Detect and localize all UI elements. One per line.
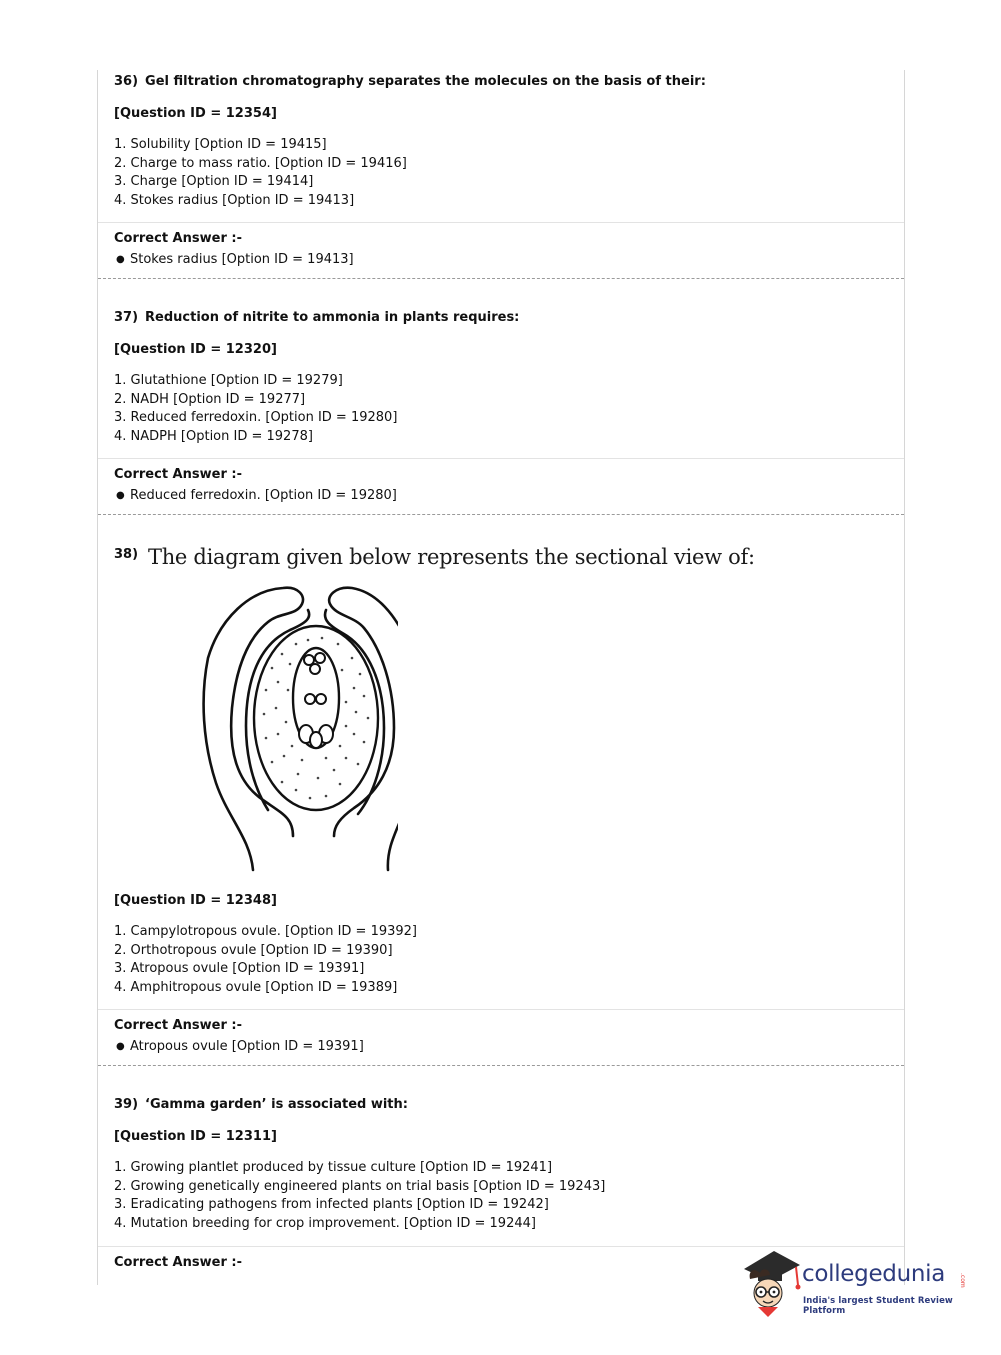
question-37-options [114,372,397,446]
option: 1. Solubility [Option ID = 19415] [114,137,327,152]
logo-suffix: .com [959,1273,966,1288]
correct-answer: ● Stokes radius [Option ID = 19413] [116,252,354,267]
correct-answer-label: Correct Answer :- [114,467,242,482]
option: 4. Mutation breeding for crop improvement. [Option ID = 19244] [114,1215,536,1231]
bullet-icon: ● [116,254,125,265]
logo-name: collegedunia [802,1261,946,1287]
option: 3. Atropous ovule [Option ID = 19391] [114,961,365,977]
question-separator [98,1065,904,1066]
option: 4. NADPH [Option ID = 19278] [114,428,313,444]
correct-answer-label: Correct Answer :- [114,231,242,246]
question-separator [98,278,904,279]
collegedunia-logo[interactable] [740,1245,980,1320]
question-36-options [114,136,407,210]
question-37-id: [Question ID = 12320] [114,342,277,357]
correct-answer: ● Reduced ferredoxin. [Option ID = 19280] [116,488,397,503]
mascot-icon [740,1245,802,1320]
option: 1. Glutathione [Option ID = 19279] [114,373,343,388]
ovule-diagram-image [198,578,398,878]
option: 1. Growing plantlet produced by tissue culture [Option ID = 19241] [114,1160,553,1175]
bullet-icon: ● [116,1041,125,1052]
option: 4. Stokes radius [Option ID = 19413] [114,192,355,208]
bullet-icon: ● [116,490,125,501]
question-36-text: 36) Gel filtration chromatography separates the molecules on the basis of their: [114,74,706,89]
question-38-text: The diagram given below represents the sectional view of: [148,545,755,569]
question-39-options [114,1159,605,1233]
divider [98,1009,904,1010]
question-separator [98,514,904,515]
correct-answer-label: Correct Answer :- [114,1255,242,1270]
option: 2. Charge to mass ratio. [Option ID = 19416] [114,155,407,171]
question-38-id: [Question ID = 12348] [114,893,277,908]
option: 2. NADH [Option ID = 19277] [114,391,306,407]
question-38-options [114,923,417,997]
correct-answer-label: Correct Answer :- [114,1018,242,1033]
correct-answer: ● Atropous ovule [Option ID = 19391] [116,1039,364,1054]
option: 1. Campylotropous ovule. [Option ID = 19392] [114,924,417,939]
question-39-id: [Question ID = 12311] [114,1129,277,1144]
option: 4. Amphitropous ovule [Option ID = 19389] [114,979,398,995]
question-37-text: 37) Reduction of nitrite to ammonia in plants requires: [114,310,520,325]
option: 3. Reduced ferredoxin. [Option ID = 19280] [114,410,398,426]
option: 2. Growing genetically engineered plants on trial basis [Option ID = 19243] [114,1178,606,1194]
option: 3. Charge [Option ID = 19414] [114,174,314,190]
option: 2. Orthotropous ovule [Option ID = 19390] [114,942,393,958]
question-36-id: [Question ID = 12354] [114,106,277,121]
option: 3. Eradicating pathogens from infected plants [Option ID = 19242] [114,1197,549,1213]
question-39-text: 39) ‘Gamma garden’ is associated with: [114,1097,408,1112]
divider [98,458,904,459]
logo-tagline: India's largest Student Review Platform [803,1296,953,1316]
question-frame [97,70,905,1285]
divider [98,222,904,223]
question-38-number: 38) [114,547,139,562]
